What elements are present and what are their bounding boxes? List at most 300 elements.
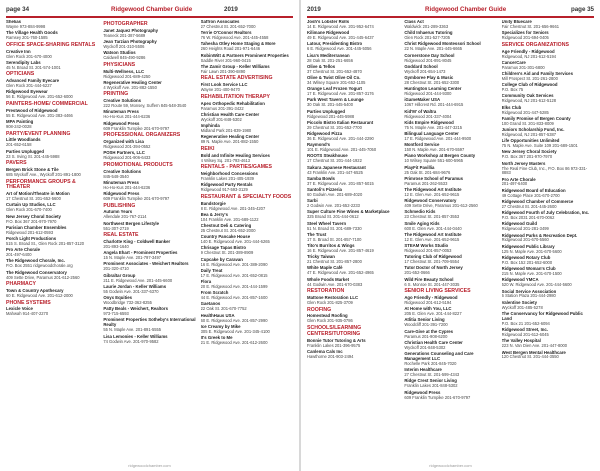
business-contact: 55 E. Ridgewood Ave. 201-383-4466 (6, 112, 73, 118)
business-contact: 22 N. Maple Ave. 201-445-6665 (404, 46, 463, 52)
business-contact: Mahwah 914-407-2270 (6, 311, 49, 317)
business-name: Ridgewood Press (404, 389, 441, 395)
business-contact: 600 E. Glen Ave. 201-444-0440 (404, 225, 462, 231)
column (502, 20, 594, 460)
category-heading: SENIOR LIVING SERVICES (404, 288, 471, 295)
business-name: White Maple Café (307, 265, 343, 271)
business-name: Angela Ehart - Prominent Properties (103, 250, 178, 256)
business-name: Smile Aging Kids (404, 220, 440, 226)
business-name: Parties Unplugged (6, 148, 44, 154)
business-contact: 12 E. Glen Ave. 201-652-9615 (404, 236, 460, 242)
business-contact: Ridgewood 201-444-9300 (404, 91, 452, 97)
business-contact: 6 S. Monroe St. 201-447-3035 (404, 281, 460, 287)
category-heading: OFFICE SPACE-SHARING RENTALS (6, 41, 96, 48)
business-name: The Ridgewood Art Institute (404, 187, 462, 193)
business-name: Age Friendly - Ridgewood (501, 48, 555, 54)
business-contact: Ridgewood 917-593-3129 (200, 187, 248, 193)
business-contact: Ridgewood 201-891-8045 (404, 57, 452, 63)
business-contact: 260 Heights Road 201-971-6446 (200, 46, 261, 52)
business-name: Gymboree Play & Music (404, 75, 454, 81)
business-contact: 74 Godwin Ave. 201-970-9582 (103, 338, 159, 344)
business-name: Bilingual Language Center (404, 131, 459, 137)
business-name: CancerCare (501, 59, 526, 65)
business-name: Valentine Society (501, 299, 538, 305)
business-name: Lisa's Mediterranean (307, 52, 350, 58)
business-contact: 49 E. Ridgewood Ave. 201-445-6437 (307, 35, 374, 41)
guide-title: Ridgewood Chamber Guide (111, 6, 193, 13)
business-contact: 29 Chestnut St. 201-652-7700 (307, 124, 362, 130)
business-contact: Ridgewood 201-612-0593 (6, 229, 54, 235)
business-name: Tito's Burritos & Wings (307, 243, 355, 249)
business-contact: Ho-Ho-Kus 201-444-6236 (103, 184, 151, 190)
business-contact: 211 E. Ridgewood Ave. 201-445-6600 (103, 277, 173, 283)
business-name: Unity Bluecare (501, 20, 532, 24)
column (404, 20, 496, 460)
business-contact: 205 E. Glen Ave. 201-444-8227 (404, 311, 462, 317)
business-name: The Zamir Group - Keller Williams (200, 63, 270, 69)
business-name: Kid'M' of Waltra (404, 108, 437, 114)
business-contact: Paramus 201-908-6200 (404, 333, 448, 339)
page-footer: ridgewoodchamber.com (128, 463, 171, 468)
business-contact: 28 Chestnut St. 201-652-3300 (404, 79, 460, 85)
category-heading: REAL ESTATE ADVERTISING (200, 75, 273, 82)
business-contact: 973-715-6593 (103, 311, 129, 317)
business-name: Social Service Association (501, 288, 557, 294)
business-contact: Ho-Ho-Kus 201-444-6236 (103, 114, 151, 120)
business-contact: 12 E. Glen Ave. 201-652-9615 (404, 191, 460, 197)
business-contact: 6 E. Ridgewood Ave. 201-445-5056 (307, 46, 372, 52)
business-contact: 28 Oak St. 201-251-6656 (307, 57, 353, 63)
business-name: The Valley Hospital (501, 338, 541, 344)
business-contact: 75 N. Maple Ave. Suite 109 201-689-1501 (501, 143, 578, 149)
business-name: Specializes for Seniors (501, 30, 549, 36)
business-name: Primrose School of Paramus (404, 175, 464, 181)
business-name: Super Culture Fine Wines & Marketplace (307, 209, 390, 215)
business-contact: 25 Oak St. 201-684-9676 (404, 169, 451, 175)
business-contact: 20 E. Ridgewood Ave. 201-444-1599 (200, 283, 268, 289)
category-heading: SERVICE ORGANIZATIONS (501, 41, 569, 48)
business-name: Sakura Japanese Restaurant (307, 164, 366, 170)
business-contact: 10 Wilsey Square 551-600-5965 (404, 158, 464, 164)
business-contact: 104 Franklin Ave. 201-689-1122 (200, 216, 259, 222)
business-name: Elks Club (501, 104, 522, 110)
business-name: Class Act (404, 20, 424, 24)
business-name: Neighborhood Concessions (200, 171, 258, 177)
left-page (0, 0, 299, 471)
business-name: Ridgewood YMCA (501, 277, 539, 283)
business-contact: 27 Chestnut St. 201-445-2600 (501, 203, 557, 209)
business-contact: 17 Chestnut St. 201-444-1922 (307, 158, 362, 164)
business-contact: Ridgewood 201-906-6433 (103, 155, 151, 161)
business-contact: 49 Cottage Place 201-670-2700 (501, 192, 560, 198)
business-name: Parisian Chamber Ensembles (6, 224, 67, 230)
business-name: New Jersey Choral Society (501, 149, 557, 155)
business-name: Life Opportunities Unlimited (501, 138, 560, 144)
category-heading: PROMOTIONAL PRODUCTS (103, 161, 173, 168)
business-name: Chrisage Tapas Bistro (200, 245, 246, 251)
business-contact: Glen Rock 201-444-6227 (6, 83, 52, 89)
business-contact: 685 Wyckoff Ave., Wyckoff 201-891-1800 (6, 171, 81, 177)
business-name: Serendipity Labs (6, 59, 41, 65)
page-header (307, 5, 594, 18)
business-name: West Bergen Mental Healthcare (501, 349, 566, 355)
business-name: Generations Counseling and Care Management LLC (404, 351, 474, 361)
business-name: Multi-Wellness, LLC (103, 68, 145, 74)
business-contact: Allendale 201-767-2114 (103, 214, 147, 220)
category-heading: RESTAURANT & SPECIALTY FOODS (200, 193, 292, 200)
category-heading: PHYSICIANS (103, 61, 136, 68)
business-contact: P.O. Box 367 201-970-7970 (501, 154, 553, 160)
business-contact: P.O. Box 367 201-970-7970 (6, 218, 57, 224)
business-contact: Caldwell 845-490-9286 (103, 55, 146, 61)
business-name: Ridgewood Rotary Club (501, 254, 551, 260)
business-contact: Ridgewood 201-337-4004 (404, 113, 452, 119)
business-contact: Ridgewood 201-447-5285 (501, 109, 549, 115)
business-name: Sarbi (307, 198, 318, 204)
business-name: Ice Creamy by Mike (200, 323, 241, 329)
business-name: Mattone Restoration LLC (307, 295, 359, 301)
business-name: Park West Tavern & Lounge (307, 97, 364, 103)
category-heading: PAVERS (6, 160, 27, 167)
business-contact: Ridgewood 201-612-5194 (404, 299, 452, 305)
year: 2019 (224, 6, 238, 13)
category-heading: REHABILITATION THERAPY (200, 93, 270, 100)
business-name: Bandstorgie (200, 200, 226, 206)
business-name: The Ridgewood Chorale, Inc. (6, 258, 65, 264)
business-name: Josh's Lobster Rolls (307, 20, 350, 24)
business-contact: 25 Chestnut St. 201-652-2000 (200, 227, 256, 233)
business-contact: 89 N. Maple Ave. 201-882-1550 (200, 139, 259, 145)
business-name: Ridgewood Party Rentals (200, 182, 253, 188)
business-contact: 22 Oak St. 201-670-7752 (200, 306, 247, 312)
business-name: New Jersey Choral Society (6, 213, 61, 219)
right-page (301, 0, 600, 471)
business-contact: 16 E. Ridgewood Ave. 201-857-4619 (307, 247, 374, 253)
business-contact: Glen Rock 201-527-7205 (404, 35, 451, 41)
business-name: Ridgewood Eyewear (6, 89, 48, 95)
business-name: Tutoring Club of Ridgewood (404, 254, 462, 260)
business-contact: P.O. Box 2551 ridgewoodchorale.org (6, 263, 73, 269)
business-contact: 17 E. Ridgewood Ave. 201-652-0815 (200, 272, 268, 278)
business-contact: 325 Broad St. 201-444-0612 (307, 214, 359, 220)
business-name: Tutor Doctor of North Jersey (404, 265, 463, 271)
business-contact: 17 Chestnut St. 201-709-5554 (404, 259, 460, 265)
business-name: Gibraltar Group (103, 272, 136, 278)
business-contact: Woodbridge 732-362-8255 (103, 299, 152, 305)
business-contact: 21 Chestnut St. 201-857-2800 (307, 259, 362, 265)
business-name: Care-Give at the Cypres (404, 328, 454, 334)
category-heading: PHARMACY (6, 281, 36, 288)
business-name: Lexicle Voice (6, 306, 33, 312)
category-heading: REIKI (200, 145, 215, 152)
business-contact: 27 Chestnut St. 201-599-4343 (404, 372, 460, 378)
business-name: Organized with Lisa (103, 139, 144, 145)
business-contact: 17 Chestnut St. 201-652-5600 (6, 196, 61, 202)
business-contact: 21 E. Ridgewood Ave. 201-612-2600 (200, 340, 268, 345)
business-contact: 76 W. Ridgewood Ave. 201-445-4558 (200, 35, 269, 41)
business-contact: Wyckoff 201-848-5302 (404, 344, 446, 350)
business-contact: Paramus 201-391-3422 (200, 105, 244, 111)
page-number: page 35 (570, 6, 594, 13)
business-name: Ridgewood Pizza (307, 131, 343, 137)
business-contact: 101 E. Ridgewood Ave. 201-445-7050 (307, 147, 377, 153)
business-name: Christ Ridgewood Montessori School (404, 41, 481, 47)
business-contact: 215 N. Maple Ave. 201-670-1500 (501, 271, 562, 277)
business-name: Children's Aid and Family Services (501, 71, 573, 77)
business-contact: Glen Rock 201-825-3709 (307, 299, 353, 305)
business-name: Piano Workshop at Bergen County (404, 153, 476, 159)
category-heading: SCHOOLS/LEARNING CENTERS/TUTORING (307, 325, 362, 337)
business-name: Ridge Crest Senior Living (404, 378, 457, 384)
business-name: Autumn Years (103, 209, 133, 215)
business-contact: Fair Chestnut St. 201-656-9661 (501, 23, 560, 29)
business-name: Regenerative Healing Center (103, 79, 162, 85)
business-contact: Glen Rock 201-935-0786 (307, 318, 353, 324)
business-contact: Woodcliff 201-391-7200 (404, 322, 448, 328)
business-contact: 34 Wilsey Square 201-652-1105 (307, 79, 366, 85)
business-name: Saffron Associates (200, 20, 240, 24)
business-name: The Village Health Goods (6, 30, 58, 36)
business-name: Watson Studios (103, 50, 136, 56)
business-name: Homestead Roofing (307, 313, 348, 319)
business-name: Bea & Jerry's (200, 211, 228, 217)
business-contact: Ridgewood 201-445-5988 (307, 113, 355, 119)
category-heading: PERFORMANCE GROUPS & THEATER (6, 178, 76, 191)
business-name: Town & Country Apothecary (6, 288, 64, 294)
business-contact: 8 E. Ridgewood Ave. 201-345-4207 (200, 205, 266, 211)
business-contact: 4 Wilsey Sq. 201-793-4613 (200, 157, 251, 163)
column (201, 20, 293, 460)
business-contact: 409 Sette Drive, Paramus 201-612-2560 (6, 274, 80, 280)
business-name: Prominent Properties Sotheby's International Realty (103, 317, 196, 328)
business-contact: 23 Chestnut St. 201-857-3553 (404, 214, 460, 220)
business-name: Christian Health Care Center (404, 339, 463, 345)
business-contact: Ridgewood 201-394-0552 (103, 143, 151, 149)
business-name: Juniors Scholarship Fund, Inc. (501, 127, 565, 133)
listing-columns (307, 20, 594, 460)
business-contact: Waldwick 201-289-3363 (404, 23, 449, 29)
business-contact: Paramus 201-301-6800 (501, 64, 545, 70)
listing-columns (6, 20, 293, 460)
business-name: College Club of Ridgewood (501, 82, 558, 88)
business-contact: Wyckoff 201-848-5302 (200, 116, 242, 122)
business-contact: 1067 Hillcrest Rd. 201-444-6915 (404, 102, 464, 108)
business-contact: 201-320-4710 (103, 266, 129, 272)
business-name: Latour, Presidenting Bistro (307, 41, 363, 47)
business-contact: 609 Franklin Turnpike 201-670-9797 (404, 394, 471, 400)
business-contact: 55 Godwin Ave. 201-337-6370 (103, 288, 159, 294)
business-contact: 60 E. Ridgewood Ave. 201-857-2990 (200, 317, 268, 323)
business-name: Pro Arte Chorale (501, 176, 536, 182)
business-contact: Wyckoff 201-310-5506 (103, 43, 145, 49)
business-contact: 36 E. Ridgewood Ave. 201-444-2290 (307, 135, 374, 141)
business-contact: 30 Oak St. 201-445-5400 (307, 102, 353, 108)
business-contact: Ridgewood 201-612-6045 (501, 332, 549, 337)
business-name: Orange Leaf Frozen Yogurt (307, 86, 362, 92)
business-contact: P.O. Box 21 201-652-6094 (501, 320, 550, 326)
column (307, 20, 399, 460)
business-name: Advanced Family Eyecare (6, 78, 60, 84)
business-name: Goddard School (404, 63, 438, 69)
category-heading: PAINTERS-HOME/ COMMERCIAL (6, 101, 88, 108)
business-name: Terrie O'Connor Realtors (200, 30, 252, 36)
business-name: Samba Bowls (307, 175, 335, 181)
business-contact: Ridgewood, NJ 201-612-5128 (501, 98, 557, 104)
business-contact: Franklin Lakes 201-405-1939 (200, 175, 254, 181)
business-contact: 17 S. Broad St. 201-857-7100 (307, 236, 362, 242)
business-name: Olive & Twist Olive Oil Co. (307, 75, 361, 81)
business-contact: Wayne 201-400-9470 (200, 87, 240, 93)
business-name: Bold and Infinite Healing Services (200, 152, 270, 158)
business-contact: Ridgewood 201-694-0405 (501, 35, 549, 41)
business-name: Interim Healthcare (404, 367, 442, 373)
category-heading: PUBLISHING (103, 202, 136, 209)
business-name: Laurie Jordan - Keller Williams (103, 283, 167, 289)
business-name: ROOTS Steakhouse (307, 153, 348, 159)
business-contact: 2 Godwin Ave. 201-652-2233 (307, 203, 360, 209)
page-footer: ridgewoodchamber.com (429, 463, 472, 468)
business-name: Bergen Brick Stone & Tile (6, 167, 59, 173)
business-name: POSH Partners, LLC (103, 150, 145, 156)
business-contact: Wyckoff 201-485-5278 (501, 304, 543, 310)
business-name: Country Pancake House (200, 234, 251, 240)
business-contact: 44 Godwin Ave. 201-670-0383 (307, 281, 363, 287)
business-name: Onyx Equities (103, 295, 132, 301)
business-contact: 51 N. Broad St. 201-689-7330 (307, 225, 362, 231)
business-contact: 43 Franklin Ave. 201-447-6525 (307, 169, 363, 175)
business-name: Chestnut Deli & Catering (200, 223, 252, 229)
category-heading: PRINTING (103, 91, 129, 98)
business-contact: 17 E. Ridgewood Ave. 201-857-3176 (307, 91, 374, 97)
category-heading: PARTY/EVENT PLANNING (6, 130, 71, 137)
business-name: Lisa Lemonies - Keller Williams (103, 333, 168, 339)
business-name: Ridgewood Fourth of July Celebration, Inc. (501, 210, 590, 216)
business-contact: 23 S. Irving St. 201-445-5988 (6, 153, 60, 159)
business-name: Charlotte King - Coldwell Banker (103, 239, 171, 245)
business-contact: Mill Prospect St. 201-261-2800 (501, 75, 558, 81)
business-contact: 100 Grand St. 201-833-8009 (501, 120, 554, 126)
business-contact: 37 E. Ridgewood Ave. 201-857-5015 (307, 180, 374, 186)
business-contact: 222 Route 59, Monsey, Suffern 845-548-3540 (103, 103, 187, 109)
business-name: PlayFit Pavillia (404, 164, 435, 170)
business-contact: 27 Chestnut St. 201-652-7000 (200, 23, 256, 29)
business-contact: 60 E. Ridgewood Ave. 201-612-2000 (6, 292, 73, 298)
business-name: Cornerstone Day School (404, 52, 455, 58)
business-name: Steel Wheel Tavern (307, 220, 347, 226)
business-contact: 223 N. Van Dien Ave. 201-447-8000 (501, 343, 568, 349)
business-name: Ridgewood Guild (501, 221, 537, 227)
business-contact: P.O. Box 152 201-652-6000 (501, 259, 553, 265)
business-name: Bonnie Tutor Tutoring & Arts (307, 337, 366, 343)
business-contact: Paramus 201-262-5533 (404, 180, 448, 186)
business-contact: 4 Wyckoff Ave. 201-882-1550 (103, 84, 157, 90)
business-contact: 908-242-0028 (6, 123, 32, 129)
business-contact: Rochelle Park 201-845-7020 (404, 360, 457, 366)
business-contact: 60 Godwin Ave. 201-689-4020 (307, 191, 363, 197)
business-contact: 609 Franklin Turnpike 201-670-9797 (103, 195, 170, 201)
business-name: Ridgewood Board of Education (501, 187, 566, 193)
business-name: Raymond's (307, 142, 330, 148)
business-name: Atlitia Senior Living (404, 317, 445, 323)
business-contact: 201-497-6400 (501, 181, 528, 187)
business-name: The Ridgewood Art Institute (404, 231, 462, 237)
business-contact: Ridgewood, NJ 201-612-5194 (501, 53, 557, 59)
business-contact: Glen Rock 201-670-7400 (6, 207, 52, 213)
business-name: MPA Painting (6, 119, 34, 125)
business-name: Community Oak Services (501, 93, 554, 99)
business-name: Janet Jaquez Photography (103, 27, 159, 33)
business-contact: 120 Chestnut St. 201-444-3550 (501, 354, 559, 360)
business-contact: P.O. Box 2031 201-670-0062 (501, 215, 555, 221)
business-name: Ridgewood Chamber of Commerce (501, 198, 574, 204)
business-name: Olive & Tellos (307, 63, 336, 69)
business-name: First Look Service LLC (200, 82, 248, 88)
business-contact: 551-307-2719 (103, 225, 129, 231)
business-name: Daily Treat (200, 267, 223, 273)
business-contact: Wyckoff 201-654-1473 (404, 68, 446, 74)
business-name: Flora (200, 279, 212, 285)
business-contact: 201-652-6158 (6, 142, 32, 148)
business-contact: Ridgewood 201-281-3499 (501, 226, 549, 232)
category-heading: PROFESSIONAL ORGANIZERS (103, 132, 181, 139)
business-contact: 17 E. Ridgewood Ave. 201-444-9500 (404, 135, 472, 141)
business-name: Whole Foods Market (307, 276, 350, 282)
business-contact: Saddle River 201-960-0415 (200, 57, 251, 63)
business-contact: 75 N. Maple Ave. 201-447-3215 (404, 124, 463, 130)
business-contact: 6 Station Plaza 201-444-2980 (501, 293, 556, 299)
business-name: RobinWitt & Partners Prominent Properties (200, 52, 289, 58)
business-name: HealthHaus USA (200, 312, 235, 318)
business-name: Curtain Up Studios, LLC (6, 202, 56, 208)
business-name: Piccolo Bistro Italian Restaurant (307, 119, 374, 125)
business-name: STEAM Works Studio (404, 243, 449, 249)
business-name: Tricky Taiwan (307, 254, 335, 260)
business-name: Patty Beals - Weichert, Realtors (103, 306, 168, 312)
business-name: Jean Tarzian Photography (103, 39, 157, 44)
business-name: Christian Health Care Center (200, 111, 260, 117)
business-contact: 15 N. Maple Ave. 201-797-3497 (103, 255, 162, 261)
business-contact: 9 Chestnut St. 201-389-8909 (200, 250, 254, 256)
business-contact: P.O. Box 75 (501, 87, 524, 93)
business-contact: 45 N. Broad St. 201-574-1001 (6, 64, 61, 70)
business-contact: 150 N. Maple Ave. 201-670-5597 (404, 147, 465, 153)
business-name: Parties Unplugged (307, 108, 345, 114)
business-contact: Ramsey 201-760-1585 (6, 35, 48, 41)
business-name: Shelias (6, 20, 22, 24)
business-contact: Glen Rock 201-670-4000 (6, 53, 52, 59)
business-name: Schmedio Kids (404, 209, 436, 215)
business-contact: Franklin Lakes 201-848-5302 (404, 383, 458, 389)
business-name: Huntington Learning Center (404, 86, 462, 92)
business-contact: 125 N. Maple Ave. 201-670-5600 (501, 248, 562, 254)
column (6, 20, 98, 460)
business-name: Cupcake by Caravan (200, 256, 243, 262)
business-name: Ridgewood Conservatory (404, 198, 457, 204)
column (103, 20, 195, 460)
business-contact: 55 N. Maple Ave. 201-891-5555 (103, 327, 162, 333)
business-contact: Midland Park 201-839-1980 (200, 127, 252, 133)
business-name: Apex Orthopedic Rehabilitation (200, 100, 265, 106)
category-heading: ROOFING (307, 306, 332, 313)
business-name: Ridgewood Public Library (501, 243, 555, 249)
business-contact: 56 E. Ridgewood Ave. 201-652-6000 (6, 94, 73, 100)
business-name: Gaetanos (200, 301, 221, 307)
business-name: Northwest Bergen Lifestyle (103, 220, 159, 226)
business-contact: Ridgewood 201-857-0053 (404, 247, 452, 253)
business-contact: 201-497-6400 (6, 252, 32, 258)
business-name: Ridgewood Press (103, 120, 140, 126)
page-header (6, 5, 293, 18)
